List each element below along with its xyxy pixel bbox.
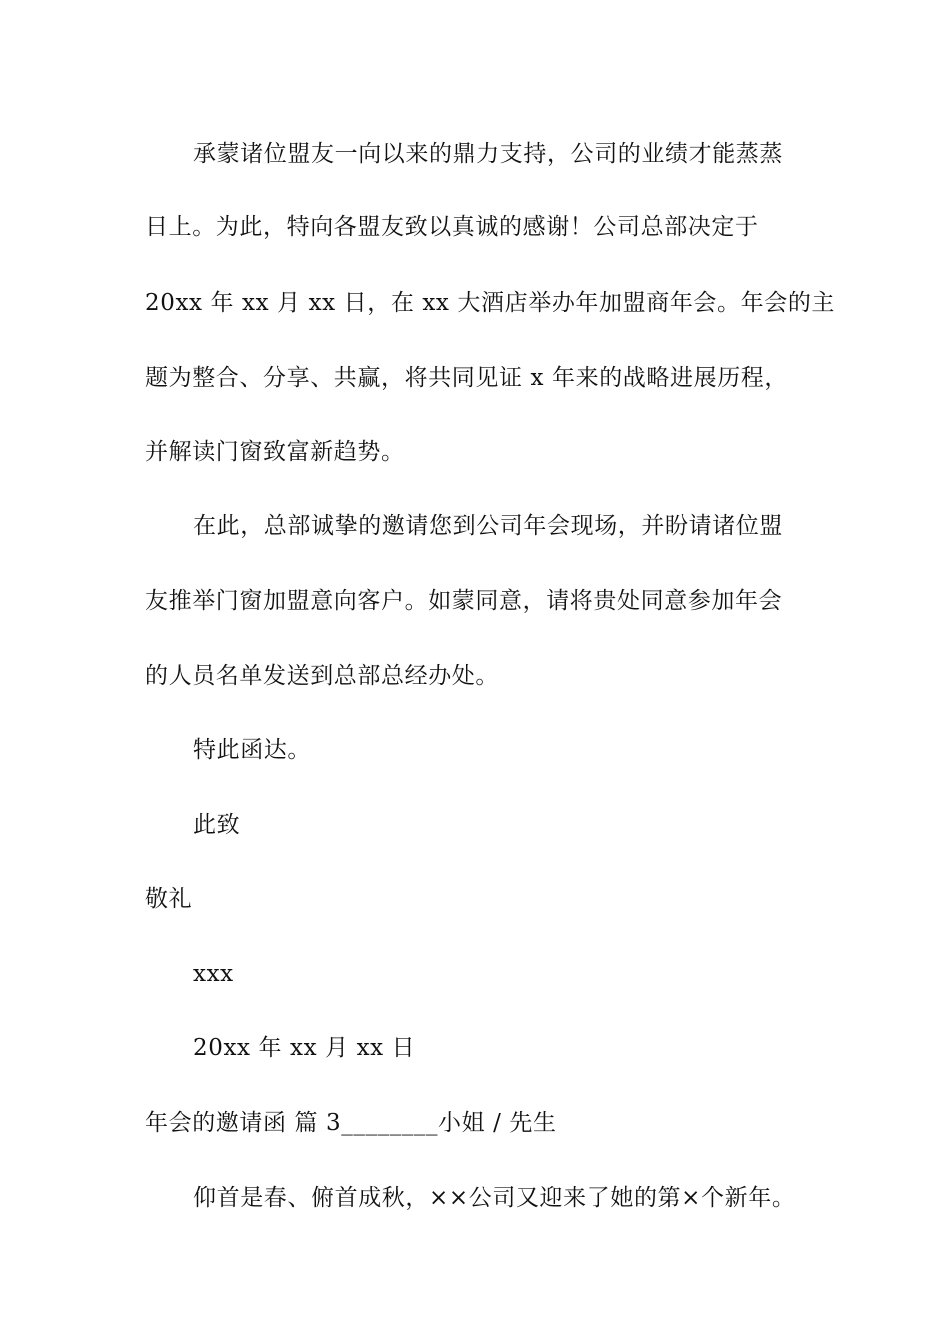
paragraph-2-line-1: 在此，总部诚挚的邀请您到公司年会现场，并盼请诸位盟	[193, 513, 783, 539]
paragraph-1-line-4: 题为整合、分享、共赢，将共同见证 x 年来的战略进展历程，	[145, 365, 788, 391]
paragraph-1-line-3: 20xx 年 xx 月 xx 日，在 xx 大酒店举办年加盟商年会。年会的主	[145, 290, 836, 316]
paragraph-1-line-1: 承蒙诸位盟友一向以来的鼎力支持，公司的业绩才能蒸蒸	[193, 141, 783, 167]
paragraph-3-line-1: 仰首是春、俯首成秋，××公司又迎来了她的第×个新年。	[193, 1185, 796, 1211]
paragraph-2-line-2: 友推举门窗加盟意向客户。如蒙同意，请将贵处同意参加年会	[145, 588, 783, 614]
section-heading: 年会的邀请函 篇 3________小姐 / 先生	[145, 1110, 557, 1136]
salutation-respect: 敬礼	[145, 886, 193, 912]
signature-date: 20xx 年 xx 月 xx 日	[193, 1035, 416, 1061]
signature-name: xxx	[193, 961, 234, 987]
paragraph-2-line-3: 的人员名单发送到总部总经办处。	[145, 663, 499, 689]
closing-remark: 特此函达。	[193, 737, 311, 763]
paragraph-1-line-2: 日上。为此，特向各盟友致以真诚的感谢！公司总部决定于	[145, 214, 759, 240]
salutation-greeting: 此致	[193, 812, 241, 838]
paragraph-1-line-5: 并解读门窗致富新趋势。	[145, 439, 405, 465]
